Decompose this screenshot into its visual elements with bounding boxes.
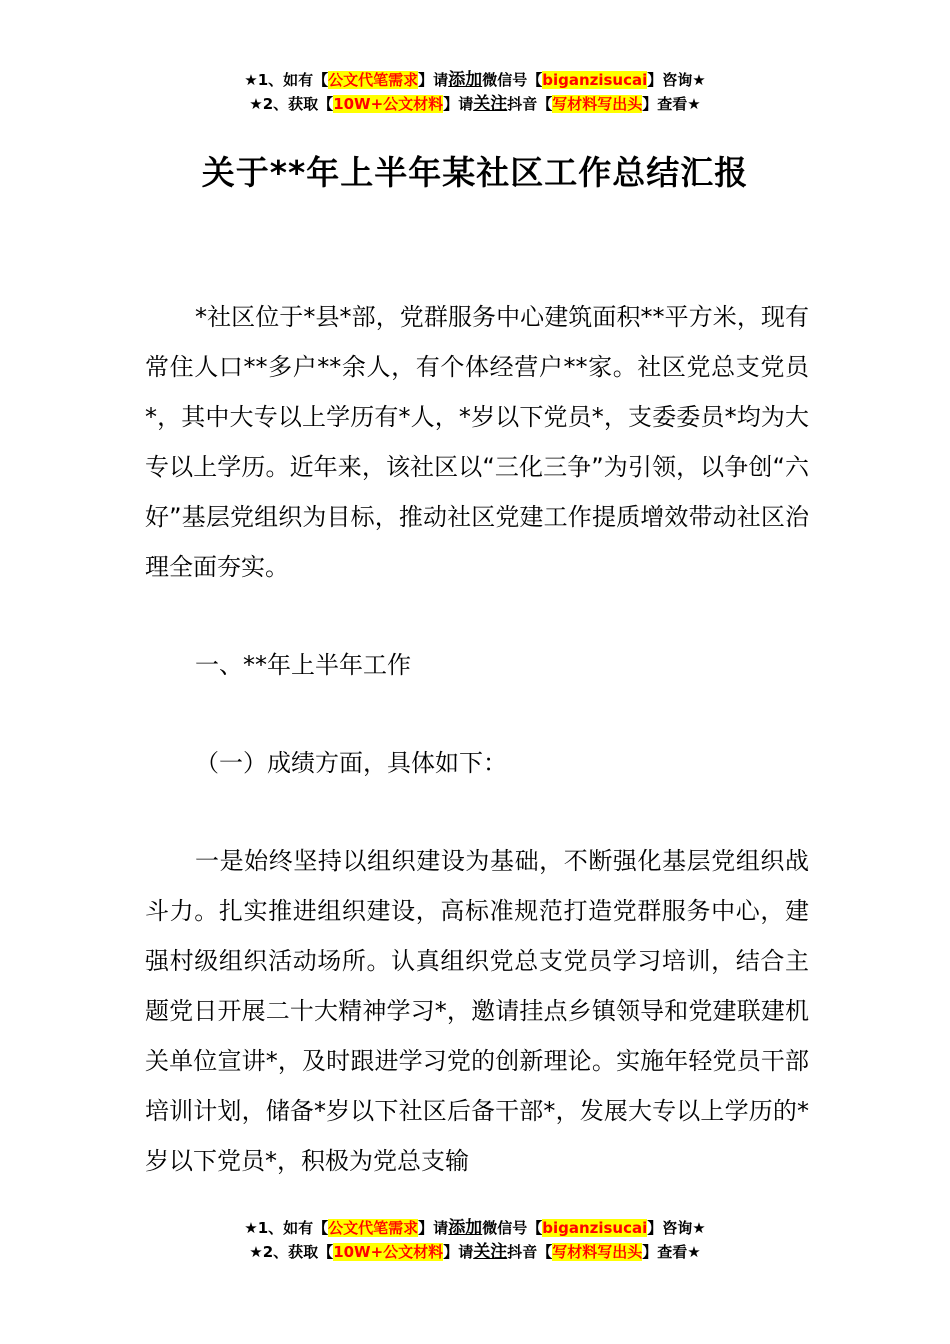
banner-highlight-service: 公文代笔需求 [328,1219,419,1237]
banner-text: ★2、获取【 [249,1243,334,1261]
banner-highlight-wechat: biganzisucai [542,1219,648,1237]
header-banner [0,68,950,116]
banner-underline-add: 添加 [448,1218,483,1238]
section-heading: 一、**年上半年工作 [195,651,411,679]
spacer [145,788,809,836]
document-title: 关于**年上半年某社区工作总结汇报 [201,153,749,192]
banner-underline-follow: 关注 [473,94,508,114]
banner-text: ★1、如有【 [244,1219,329,1237]
header-banner-line-2 [0,92,950,116]
banner-underline-add: 添加 [448,70,483,90]
banner-text: ★2、获取【 [249,95,334,113]
banner-text: 微信号【 [482,71,543,89]
banner-text: 】请 [418,1219,449,1237]
spacer [145,690,809,738]
point-paragraph: 一是始终坚持以组织建设为基础，不断强化基层党组织战斗力。扎实推进组织建设，高标准规范打造党群服务中心，建强村级组织活动场所。认真组织党总支党员学习培训，结合主题党日开展二十大精神学习*，邀请挂点乡镇领导和党建联建机关单位宣讲*，及时跟进学习党的创新理论。实施年轻党员干部培训计划，储备*岁以下社区后备干部*，发展大专以上学历的*岁以下党员*，积极为党总支输 [145,847,809,1175]
banner-highlight-douyin: 写材料写出头 [552,95,643,113]
header-banner-line-1 [0,68,950,92]
banner-text: 抖音【 [507,95,553,113]
banner-text: 】请 [443,1243,474,1261]
banner-highlight-douyin: 写材料写出头 [552,1243,643,1261]
banner-text: 抖音【 [507,1243,553,1261]
footer-banner-line-1 [0,1216,950,1240]
banner-highlight-materials: 10W+公文材料 [333,95,444,113]
document-body [145,292,809,1186]
footer-banner-line-2 [0,1240,950,1264]
banner-text: 】请 [418,71,449,89]
spacer [145,592,809,640]
banner-text: ★1、如有【 [244,71,329,89]
banner-highlight-materials: 10W+公文材料 [333,1243,444,1261]
banner-underline-follow: 关注 [473,1242,508,1262]
banner-text: 】查看★ [642,95,701,113]
subsection-heading: （一）成绩方面，具体如下： [195,749,507,777]
banner-text: 】咨询★ [647,71,706,89]
intro-paragraph: *社区位于*县*部，党群服务中心建筑面积**平方米，现有常住人口**多户**余人，有个体经营户**家。社区党总支党员*，其中大专以上学历有*人，*岁以下党员*，支委委员*均为大专以上学历。近年来，该社区以“三化三争”为引领，以争创“六好”基层党组织为目标，推动社区党建工作提质增效带动社区治理全面夯实。 [145,303,809,581]
banner-text: 微信号【 [482,1219,543,1237]
banner-text: 】请 [443,95,474,113]
footer-banner [0,1216,950,1264]
banner-highlight-wechat: biganzisucai [542,71,648,89]
banner-text: 】查看★ [642,1243,701,1261]
banner-highlight-service: 公文代笔需求 [328,71,419,89]
banner-text: 】咨询★ [647,1219,706,1237]
